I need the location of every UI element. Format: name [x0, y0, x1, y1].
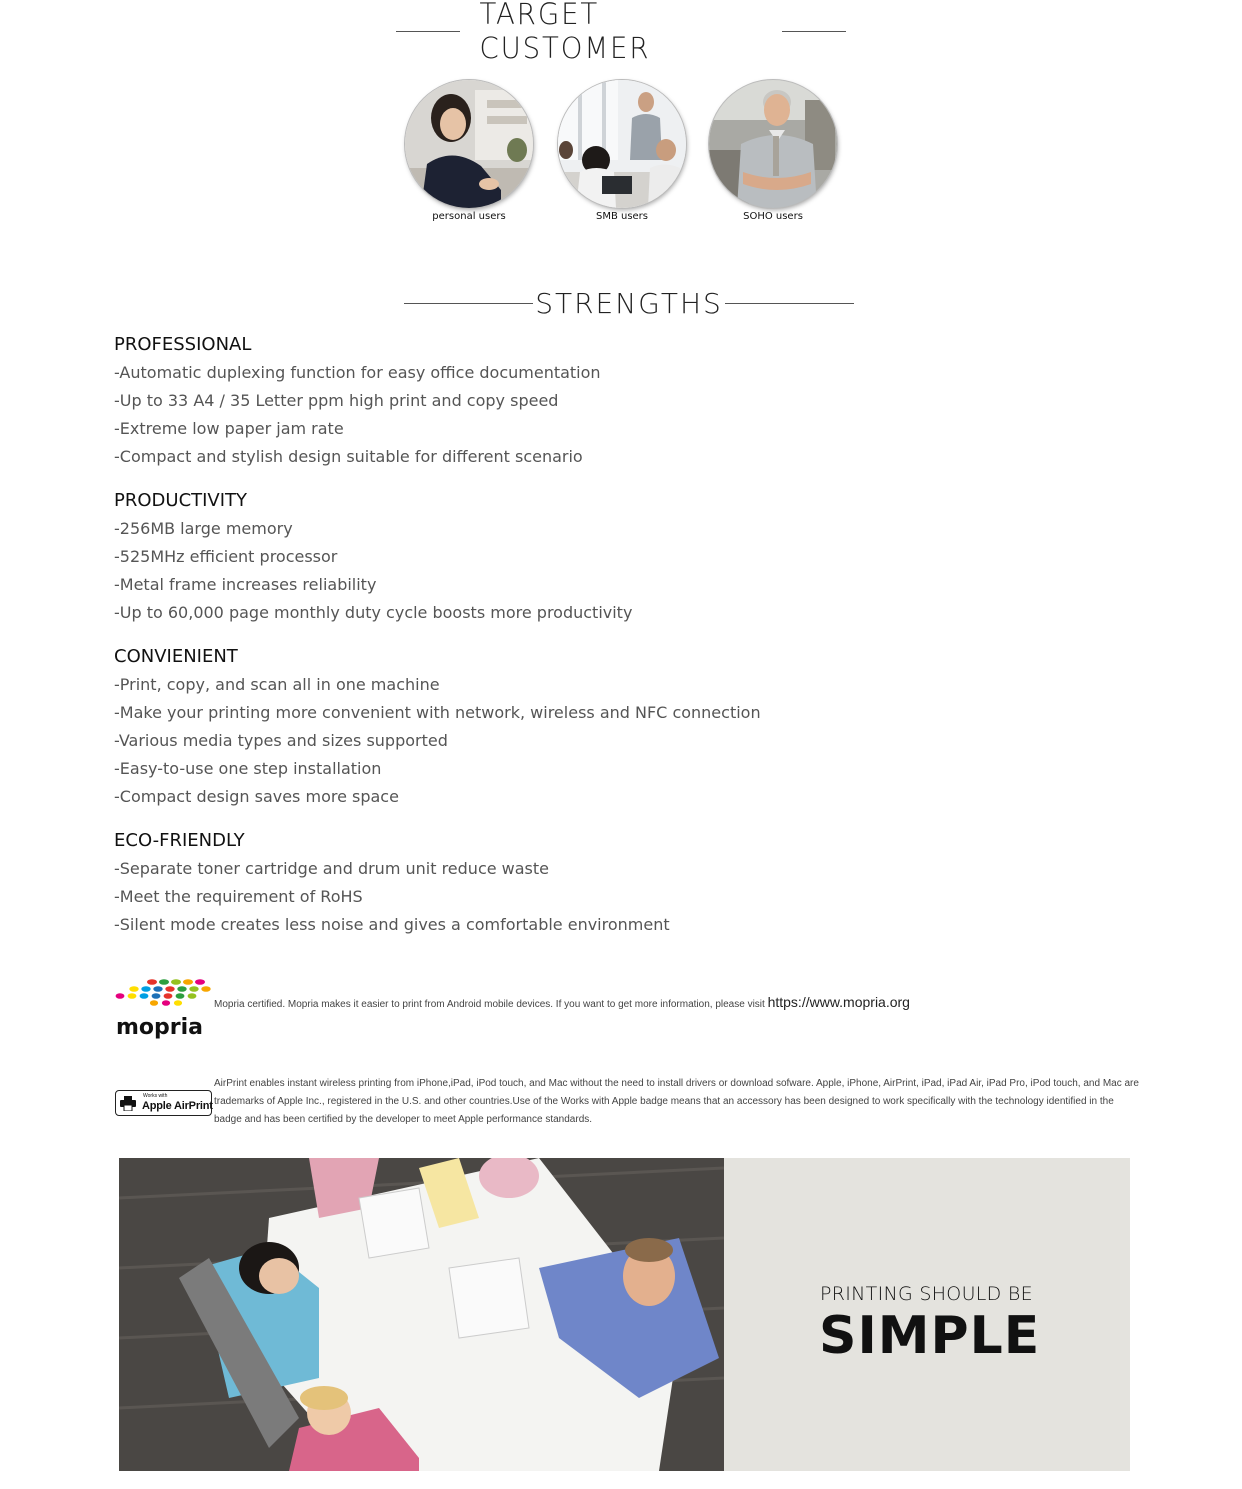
- smb-user-photo: [558, 80, 686, 208]
- heading-rule-left: [396, 31, 460, 32]
- mopria-dot: [183, 979, 193, 985]
- mopria-text: Mopria certified. Mopria makes it easier to print from Android mobile devices. If you want to get more information, please visit: [214, 999, 768, 1010]
- strength-item: -Separate toner cartridge and drum unit reduce waste: [114, 859, 550, 878]
- printer-icon: [120, 1096, 136, 1111]
- mopria-dot: [129, 986, 138, 992]
- mopria-dot: [189, 986, 198, 992]
- strength-item: -Compact design saves more space: [114, 787, 399, 806]
- mopria-dot: [201, 986, 210, 992]
- mopria-dot: [153, 986, 162, 992]
- mopria-dot: [174, 1000, 182, 1006]
- strength-item: -Metal frame increases reliability: [114, 575, 377, 594]
- strength-item: -Meet the requirement of RoHS: [114, 887, 363, 906]
- strength-item: -Up to 60,000 page monthly duty cycle boosts more productivity: [114, 603, 633, 622]
- mopria-certification: [114, 976, 1144, 1046]
- mopria-link[interactable]: https://www.mopria.org: [767, 994, 910, 1010]
- group-heading: PROFESSIONAL: [114, 334, 252, 355]
- soho-user-photo: [709, 80, 837, 208]
- airprint-badge: [115, 1090, 212, 1116]
- personal-user-photo: [405, 80, 533, 208]
- heading-rule-left: [404, 303, 533, 304]
- mopria-dot: [164, 993, 173, 999]
- mopria-dot: [150, 1000, 158, 1006]
- mopria-dot: [176, 993, 185, 999]
- strength-item: -Compact and stylish design suitable for different scenario: [114, 447, 583, 466]
- mopria-dot: [171, 979, 181, 985]
- group-heading: CONVIENIENT: [114, 646, 238, 667]
- mopria-dot: [159, 979, 169, 985]
- mopria-dot: [116, 993, 125, 999]
- airprint-certification: [114, 1072, 1144, 1132]
- printing-banner: [119, 1158, 1130, 1471]
- strength-item: -256MB large memory: [114, 519, 293, 538]
- heading-rule-right: [725, 303, 854, 304]
- customer-smb: [557, 80, 687, 222]
- customer-soho: [708, 80, 838, 222]
- mopria-dot: [128, 993, 137, 999]
- mopria-dot: [162, 1000, 170, 1006]
- group-heading: ECO-FRIENDLY: [114, 830, 245, 851]
- strength-item: -525MHz efficient processor: [114, 547, 338, 566]
- strength-item: -Extreme low paper jam rate: [114, 419, 344, 438]
- customer-caption: SOHO users: [743, 211, 803, 222]
- heading-rule-right: [782, 31, 846, 32]
- mopria-dot: [177, 986, 186, 992]
- badge-small-text: Works with: [143, 1093, 168, 1099]
- strength-item: -Various media types and sizes supported: [114, 731, 448, 750]
- customer-caption: SMB users: [595, 211, 649, 222]
- mopria-description: [214, 994, 910, 1010]
- mopria-dot: [165, 986, 174, 992]
- mopria-dot: [141, 986, 150, 992]
- strength-group-professional: [114, 332, 1134, 471]
- airprint-description: AirPrint enables instant wireless printing from iPhone,iPad, iPod touch, and Mac without the need to install drivers or download sofware. Apple, iPhone, AirPrint, iPad, iPad Air, iPad Pro, iPod touch, and Mac are trademarks of Apple Inc., registered in the U.S. and other countries.Use of the Works with Apple badge means that an accessory has been designed to work specifically with the technology identified in the badge and has been certified by the developer to meet Apple performance standards.: [214, 1078, 1139, 1125]
- customer-list: [404, 80, 844, 230]
- mopria-logo: [114, 976, 214, 1042]
- strength-item: -Make your printing more convenient with network, wireless and NFC connection: [114, 703, 761, 722]
- target-customer-heading: [396, 0, 846, 65]
- mopria-dot: [147, 979, 157, 985]
- slogan-line-2: SIMPLE: [819, 1306, 1041, 1366]
- strength-item: -Print, copy, and scan all in one machine: [114, 675, 440, 694]
- strength-item: -Automatic duplexing function for easy office documentation: [114, 363, 601, 382]
- strengths-heading: [404, 283, 854, 323]
- mopria-dot: [140, 993, 149, 999]
- customer-personal: [404, 80, 534, 222]
- group-heading: PRODUCTIVITY: [114, 490, 248, 511]
- strengths-list: [114, 332, 1134, 956]
- slogan-line-1: PRINTING SHOULD BE: [820, 1283, 1033, 1305]
- strength-item: -Up to 33 A4 / 35 Letter ppm high print and copy speed: [114, 391, 559, 410]
- strength-group-convenient: [114, 644, 1134, 811]
- meeting-photo: [119, 1158, 724, 1471]
- strength-group-eco-friendly: [114, 828, 1134, 939]
- mopria-dot: [195, 979, 205, 985]
- target-customer-title: TARGET CUSTOMER: [479, 0, 651, 65]
- mopria-dot: [188, 993, 197, 999]
- strength-item: -Easy-to-use one step installation: [114, 759, 382, 778]
- strength-group-productivity: [114, 488, 1134, 627]
- strengths-title: STRENGTHS: [535, 286, 723, 320]
- strength-item: -Silent mode creates less noise and gives a comfortable environment: [114, 915, 670, 934]
- mopria-dot: [152, 993, 161, 999]
- mopria-logo-text: mopria: [116, 1015, 204, 1040]
- badge-big-text: Apple AirPrint: [142, 1100, 213, 1112]
- slogan-panel: [724, 1158, 1130, 1471]
- customer-caption: personal users: [432, 211, 506, 222]
